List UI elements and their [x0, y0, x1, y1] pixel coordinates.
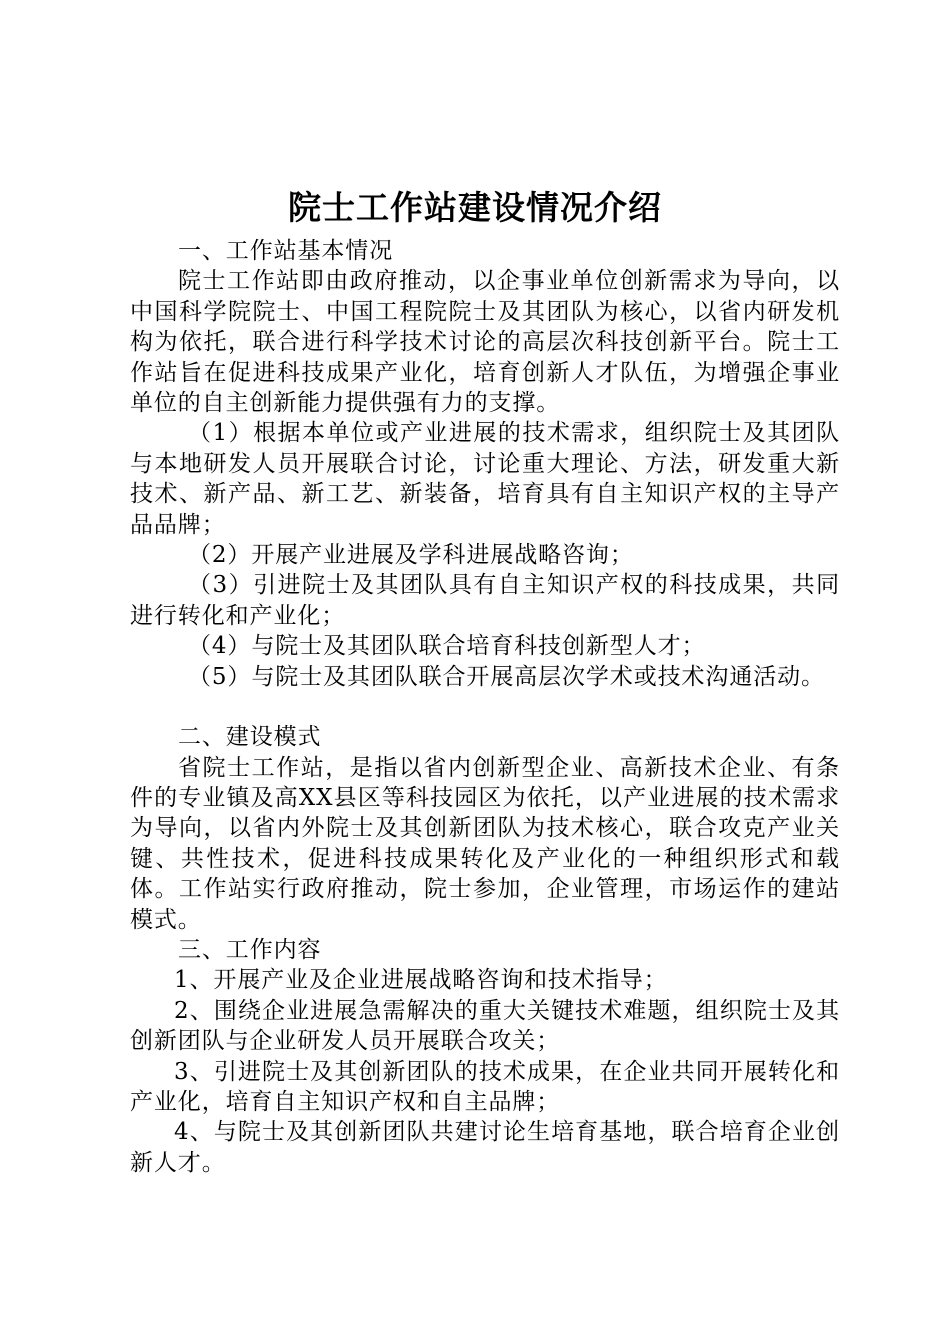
section-heading-work-content: 三、工作内容 — [178, 936, 322, 963]
list-item: （1）根据本单位或产业进展的技术需求，组织院士及其团队与本地研发人员开展联合讨论，讨论重大理论、方法，研发重大新技术、新产品、新工艺、新装备，培育具有自主知识产权的主导产品品牌； — [130, 420, 840, 538]
section-heading-basic-info: 一、工作站基本情况 — [178, 238, 394, 264]
list-item: （5）与院士及其团队联合开展高层次学术或技术沟通活动。 — [188, 663, 825, 690]
paragraph-basic-info: 院士工作站即由政府推动，以企事业单位创新需求为导向，以中国科学院院士、中国工程院院士及其团队为核心，以省内研发机构为依托，联合进行科学技术讨论的高层次科技创新平台。院士工作站旨在促进科技成果产业化，培育创新人才队伍，为增强企事业单位的自主创新能力提供强有力的支撑。 — [130, 268, 840, 417]
list-item: 4、与院士及其创新团队共建讨论生培育基地，联合培育企业创新人才。 — [130, 1119, 840, 1176]
list-item: （3）引进院士及其团队具有自主知识产权的科技成果，共同进行转化和产业化； — [130, 572, 840, 629]
paragraph-mode: 省院士工作站，是指以省内创新型企业、高新技术企业、有条件的专业镇及高XX县区等科技园区为依托，以产业进展的技术需求为导向，以省内外院士及其创新团队为技术核心，联合攻克产业关键、共性技术，促进科技成果转化及产业化的一种组织形式和载体。工作站实行政府推动，院士参加，企业管理，市场运作的建站模式。 — [130, 754, 840, 933]
list-item: （4）与院士及其团队联合培育科技创新型人才； — [188, 633, 706, 660]
list-item: （2）开展产业进展及学科进展战略咨询； — [188, 542, 634, 569]
list-item: 1、开展产业及企业进展战略咨询和技术指导； — [174, 967, 668, 994]
document-body — [130, 236, 840, 1178]
section-spacer — [130, 692, 840, 722]
list-item: 3、引进院士及其创新团队的技术成果，在企业共同开展转化和产业化，培育自主知识产权和自主品牌； — [130, 1058, 840, 1115]
document-title: 院士工作站建设情况介绍 — [288, 188, 662, 227]
section-heading-mode: 二、建设模式 — [178, 724, 322, 751]
list-item: 2、围绕企业进展急需解决的重大关键技术难题，组织院士及其创新团队与企业研发人员开展联合攻关； — [130, 997, 840, 1055]
